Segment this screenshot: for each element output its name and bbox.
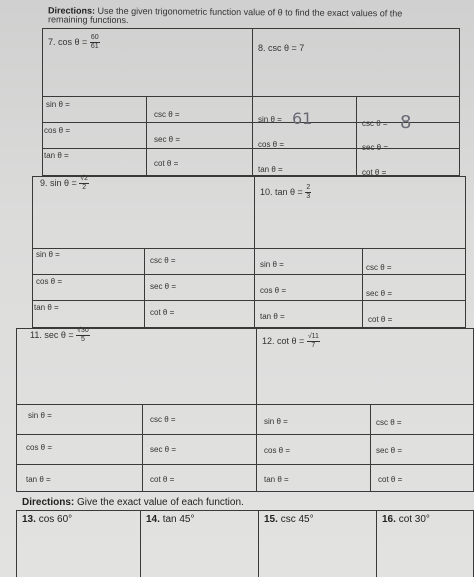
problem-13 xyxy=(22,514,72,525)
p12-tan-label: tan θ = xyxy=(264,475,289,484)
problem-9-fraction xyxy=(79,175,89,192)
p11-cot-label: cot θ = xyxy=(150,475,175,484)
p10-sec-label: sec θ = xyxy=(366,289,393,298)
p8-cot-label: cot θ = xyxy=(362,168,387,177)
p8-sin-handwritten: 61 xyxy=(292,109,313,128)
problem-12-number: 12. xyxy=(262,335,275,346)
p8-tan-label: tan θ = xyxy=(258,165,283,174)
problem-12-fraction xyxy=(307,333,320,350)
p8-csc-label: csc θ = xyxy=(362,119,388,128)
problem-10-number: 10. xyxy=(260,186,273,197)
problem-12-denominator: 7 xyxy=(311,342,316,349)
p7-sec-label: sec θ = xyxy=(154,135,181,144)
directions-bottom xyxy=(22,497,244,508)
problem-11-expr: sec θ = xyxy=(44,329,74,340)
directions-top-bold: Directions: xyxy=(48,5,96,16)
p12-csc-label: csc θ = xyxy=(376,418,402,427)
problem-16-expr: cot 30° xyxy=(398,514,430,525)
problem-12-expr: cot θ = xyxy=(277,335,305,346)
problem-7-fraction xyxy=(90,34,100,51)
problem-15 xyxy=(264,514,314,525)
problem-9-numerator: √2 xyxy=(80,175,89,182)
p10-csc-label: csc θ = xyxy=(366,263,392,272)
problem-14-expr: tan 45° xyxy=(162,514,195,525)
problem-10 xyxy=(260,184,311,201)
problem-12-numerator: √11 xyxy=(307,333,319,340)
problem-8 xyxy=(258,43,304,53)
directions-top xyxy=(48,6,428,27)
p7-cos-label: cos θ = xyxy=(44,126,71,135)
section-7-8 xyxy=(42,28,460,176)
p12-cos-label: cos θ = xyxy=(264,446,291,455)
p8-csc-handwritten: 8 xyxy=(400,112,412,133)
p11-csc-label: csc θ = xyxy=(150,415,176,424)
problem-11-numerator: √30 xyxy=(77,327,89,334)
p11-cos-label: cos θ = xyxy=(26,443,53,452)
problem-14 xyxy=(146,514,195,525)
p9-csc-label: csc θ = xyxy=(150,256,176,265)
p9-sec-label: sec θ = xyxy=(150,282,177,291)
p9-tan-label: tan θ = xyxy=(34,303,59,312)
problem-16-number: 16. xyxy=(382,514,396,525)
p10-cos-label: cos θ = xyxy=(260,286,287,295)
section-9-10 xyxy=(32,176,466,328)
p9-sin-label: sin θ = xyxy=(36,250,60,259)
problem-9-number: 9. xyxy=(40,177,48,188)
problem-15-number: 15. xyxy=(264,514,278,525)
section-11-12 xyxy=(16,328,474,492)
p9-cot-label: cot θ = xyxy=(150,308,175,317)
problem-11-denominator: 5 xyxy=(81,336,85,343)
p10-tan-label: tan θ = xyxy=(260,312,285,321)
problem-9 xyxy=(40,175,89,192)
p7-tan-label: tan θ = xyxy=(44,151,69,160)
p11-tan-label: tan θ = xyxy=(26,475,51,484)
problem-7 xyxy=(48,34,100,51)
p8-sec-label: sec θ = xyxy=(362,143,389,152)
p11-sec-label: sec θ = xyxy=(150,445,177,454)
problem-16 xyxy=(382,514,430,525)
problem-7-number: 7. xyxy=(48,36,56,47)
p9-cos-label: cos θ = xyxy=(36,277,63,286)
directions-bottom-text: Give the exact value of each function. xyxy=(77,497,244,508)
problem-11-number: 11. xyxy=(30,329,42,340)
problem-12 xyxy=(262,333,320,350)
problem-14-number: 14. xyxy=(146,514,160,525)
p8-sin-label: sin θ = xyxy=(258,115,282,124)
problem-10-expr: tan θ = xyxy=(275,186,303,197)
p12-sec-label: sec θ = xyxy=(376,446,403,455)
p12-sin-label: sin θ = xyxy=(264,417,288,426)
problem-15-expr: csc 45° xyxy=(280,514,314,525)
problem-7-numerator: 60 xyxy=(90,34,99,41)
problem-13-number: 13. xyxy=(22,514,36,525)
p10-cot-label: cot θ = xyxy=(368,315,393,324)
directions-bottom-bold: Directions: xyxy=(22,497,75,508)
problem-11-fraction xyxy=(76,327,90,344)
p7-csc-label: csc θ = xyxy=(154,110,180,119)
problem-10-fraction xyxy=(305,184,311,201)
problem-9-expr: sin θ = xyxy=(50,177,77,188)
p11-sin-label: sin θ = xyxy=(28,411,52,420)
problem-10-denominator: 3 xyxy=(306,193,311,200)
p10-sin-label: sin θ = xyxy=(260,260,284,269)
directions-top-text: Use the given trigonometric function value of θ to find the exact values of the remaining functions. xyxy=(47,5,403,26)
p8-cos-label: cos θ = xyxy=(258,140,285,149)
problem-8-number: 8. xyxy=(258,43,266,53)
problem-8-expr: csc θ = 7 xyxy=(268,43,305,53)
problem-7-denominator: 61 xyxy=(90,43,99,50)
problem-13-expr: cos 60° xyxy=(38,514,73,525)
p7-cot-label: cot θ = xyxy=(154,159,179,168)
problem-9-denominator: 2 xyxy=(82,184,87,191)
p7-sin-label: sin θ = xyxy=(46,100,70,109)
problem-7-expr: cos θ = xyxy=(58,36,88,47)
problem-10-numerator: 2 xyxy=(306,184,311,191)
problem-11 xyxy=(30,327,90,344)
p12-cot-label: cot θ = xyxy=(378,475,403,484)
